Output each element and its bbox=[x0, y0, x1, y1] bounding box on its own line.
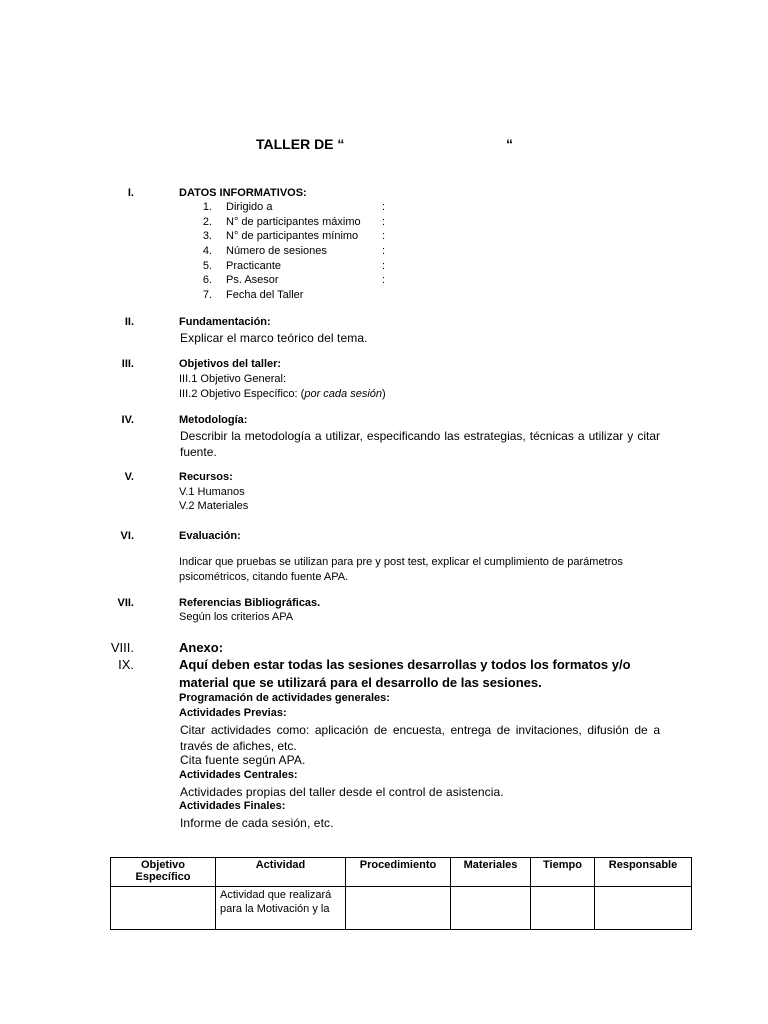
section-heading: DATOS INFORMATIVOS: bbox=[179, 187, 307, 199]
section-numeral: V. bbox=[124, 471, 134, 483]
table-cell bbox=[451, 887, 531, 930]
list-number: 2. bbox=[202, 216, 212, 228]
section-heading: Metodología: bbox=[179, 414, 248, 426]
section-text: Indicar que pruebas se utilizan para pre y post test, explicar el cumplimiento de parámetros psicométricos, citando fuente APA. bbox=[179, 556, 623, 583]
table-cell bbox=[346, 887, 451, 930]
section-text: Cita fuente según APA. bbox=[180, 753, 306, 767]
resource-item: V.2 Materiales bbox=[179, 500, 249, 512]
section-text: Explicar el marco teórico del tema. bbox=[180, 331, 368, 345]
table-header-cell: Responsable bbox=[595, 858, 692, 887]
list-colon: : bbox=[382, 274, 386, 286]
section-heading: Evaluación: bbox=[179, 530, 241, 542]
list-colon: : bbox=[382, 260, 386, 272]
section-heading: Anexo: bbox=[179, 640, 224, 655]
table-cell bbox=[531, 887, 595, 930]
table-header-cell: Actividad bbox=[216, 858, 346, 887]
table-row bbox=[111, 887, 692, 930]
table-header-cell: Tiempo bbox=[531, 858, 595, 887]
list-item: Practicante bbox=[226, 260, 282, 272]
list-item: Fecha del Taller bbox=[226, 289, 304, 301]
subsection-heading: Actividades Finales: bbox=[179, 800, 286, 812]
section-heading: Aquí deben estar todas las sesiones desarrollas y todos los formatos y/o material que se utilizará para el desarrollo de las sesiones. bbox=[179, 657, 631, 690]
activities-table bbox=[110, 857, 692, 930]
list-item: N° de participantes mínimo bbox=[226, 230, 359, 242]
section-heading: Recursos: bbox=[179, 471, 233, 483]
table-cell bbox=[111, 887, 216, 930]
list-colon: : bbox=[382, 230, 386, 242]
section-text: Citar actividades como: aplicación de encuesta, entrega de invitaciones, difusión de a través de afiches, etc. bbox=[180, 723, 660, 753]
list-item: Ps. Asesor bbox=[226, 274, 279, 286]
section-numeral: VII. bbox=[117, 597, 134, 609]
section-numeral: VIII. bbox=[110, 640, 134, 655]
list-item: Número de sesiones bbox=[226, 245, 327, 257]
list-number: 5. bbox=[202, 260, 212, 272]
table-header-row bbox=[111, 858, 692, 887]
resource-item: V.1 Humanos bbox=[179, 486, 245, 498]
list-colon: : bbox=[382, 245, 386, 257]
list-item: Dirigido a bbox=[226, 201, 273, 213]
list-number: 6. bbox=[202, 274, 212, 286]
section-text: Actividades propias del taller desde el control de asistencia. bbox=[180, 785, 504, 799]
list-number: 4. bbox=[202, 245, 212, 257]
subsection-heading: Actividades Previas: bbox=[179, 707, 287, 719]
objective-specific: III.2 Objetivo Específico: (por cada sesión) bbox=[179, 388, 386, 400]
list-number: 1. bbox=[202, 201, 212, 213]
section-heading: Objetivos del taller: bbox=[179, 358, 282, 370]
list-colon: : bbox=[382, 216, 386, 228]
subsection-heading: Actividades Centrales: bbox=[179, 769, 298, 781]
section-numeral: IV. bbox=[121, 414, 134, 426]
table-header-cell: Materiales bbox=[451, 858, 531, 887]
list-number: 3. bbox=[202, 230, 212, 242]
list-colon: : bbox=[382, 201, 386, 213]
section-text: Según los criterios APA bbox=[179, 611, 294, 623]
section-numeral: VI. bbox=[120, 530, 134, 542]
list-item: N° de participantes máximo bbox=[226, 216, 361, 228]
title-close-quote: “ bbox=[506, 136, 513, 152]
section-numeral: IX. bbox=[118, 657, 134, 672]
objective-general: III.1 Objetivo General: bbox=[179, 373, 286, 385]
section-text: Informe de cada sesión, etc. bbox=[180, 816, 334, 830]
table-cell bbox=[595, 887, 692, 930]
table-header-cell: Procedimiento bbox=[346, 858, 451, 887]
section-numeral: III. bbox=[121, 358, 134, 370]
section-heading: Fundamentación: bbox=[179, 316, 271, 328]
section-numeral: II. bbox=[124, 316, 134, 328]
section-numeral: I. bbox=[127, 187, 134, 199]
subsection-heading: Programación de actividades generales: bbox=[179, 692, 390, 704]
list-number: 7. bbox=[202, 289, 212, 301]
table-header-cell: Objetivo Específico bbox=[111, 858, 216, 887]
page-title: TALLER DE “ bbox=[256, 136, 345, 152]
table-cell: Actividad que realizará para la Motivación y la bbox=[216, 887, 346, 930]
section-heading: Referencias Bibliográficas. bbox=[179, 597, 321, 609]
section-text: Describir la metodología a utilizar, especificando las estrategias, técnicas a utilizar y citar fuente. bbox=[180, 429, 660, 459]
